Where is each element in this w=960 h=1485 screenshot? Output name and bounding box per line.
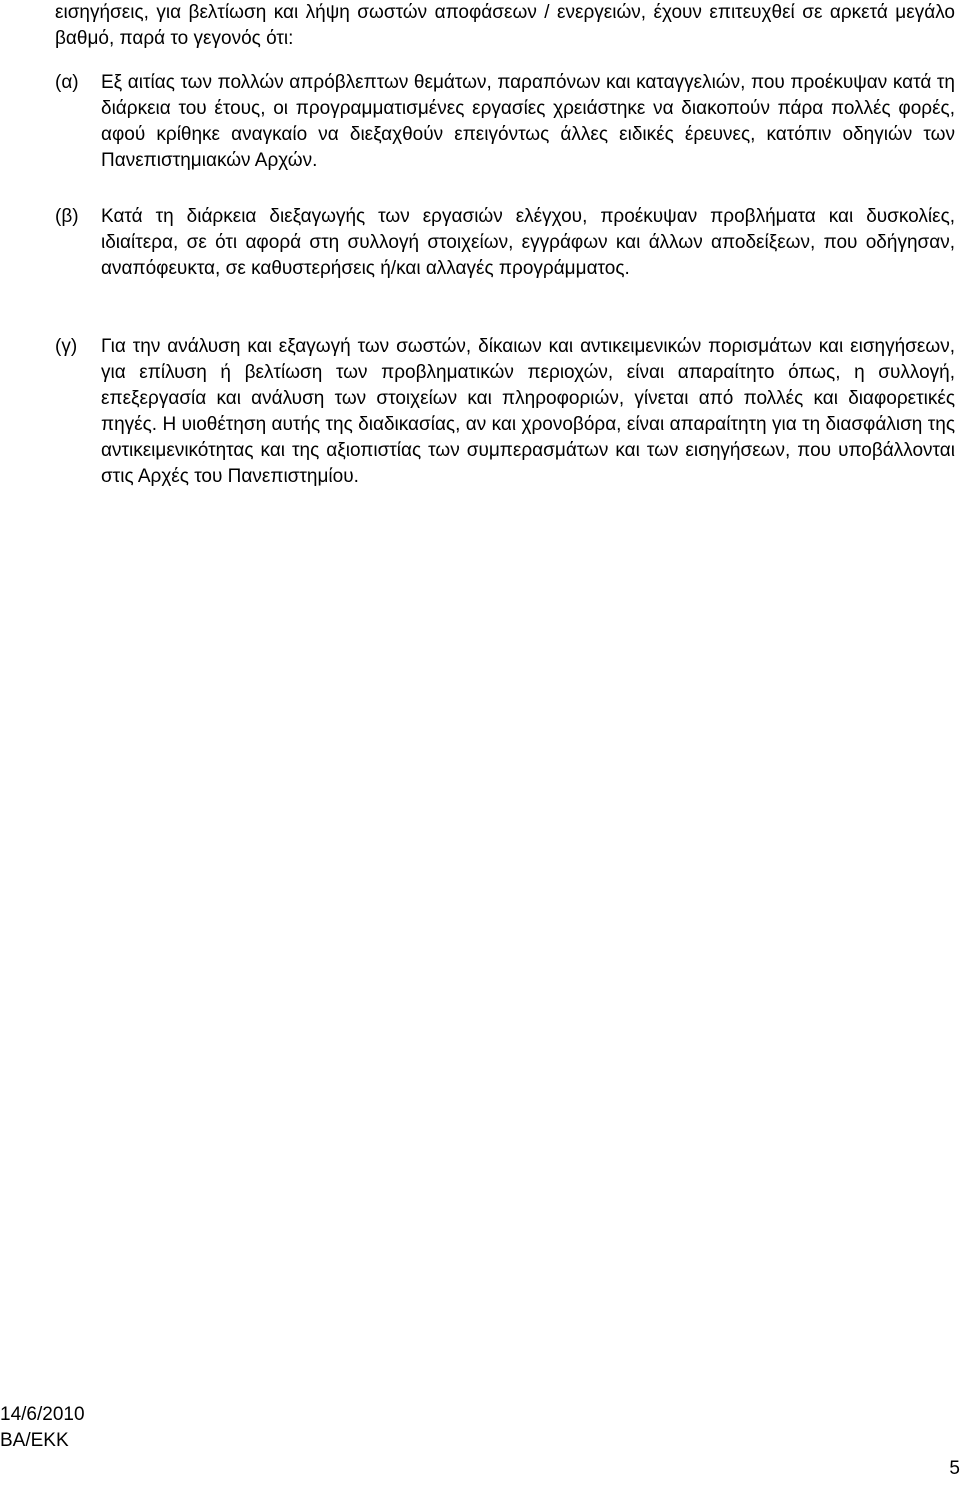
list-item-c — [55, 334, 955, 490]
list-marker: (α) — [55, 72, 79, 93]
list-item-text: Για την ανάλυση και εξαγωγή των σωστών, δίκαιων και αντικειμενικών πορισμάτων και εισηγήσεων, για επίλυση ή βελτίωση των προβληματικών περιοχών, είναι απαραίτητο όπως, η συλλογή, επεξεργασία και ανάλυση των στοιχείων και πληροφοριών, γίνεται από πολλές και διαφορετικές πηγές. Η υιοθέτηση αυτής της διαδικασίας, αν και χρονοβόρα, είναι απαραίτητη για τη διασφάλιση της αντικειμενικότητας και της αξιοπιστίας των συμπερασμάτων και των εισηγήσεων, που υποβάλλονται στις Αρχές του Πανεπιστημίου. — [101, 336, 955, 487]
footer-date: 14/6/2010 — [0, 1404, 85, 1425]
list-item-a — [55, 70, 955, 174]
list-item-text: Εξ αιτίας των πολλών απρόβλεπτων θεμάτων, παραπόνων και καταγγελιών, που προέκυψαν κατά τη διάρκεια του έτους, οι προγραμματισμένες εργασίες χρειάστηκε να διακοπούν πάρα πολλές φορές, αφού κρίθηκε αναγκαίο να διεξαχθούν επειγόντως άλλες ειδικές έρευνες, κατόπιν οδηγιών των Πανεπιστημιακών Αρχών. — [101, 72, 955, 171]
page-number: 5 — [949, 1458, 960, 1479]
list-item-text: Κατά τη διάρκεια διεξαγωγής των εργασιών ελέγχου, προέκυψαν προβλήματα και δυσκολίες, ιδιαίτερα, σε ότι αφορά στη συλλογή στοιχείων, εγγράφων και άλλων αποδείξεων, που οδήγησαν, αναπόφευκτα, σε καθυστερήσεις ή/και αλλαγές προγράμματος. — [101, 206, 955, 279]
footer — [0, 1402, 85, 1454]
list-marker: (γ) — [55, 336, 78, 357]
footer-code: ΒΑ/ΕΚΚ — [0, 1430, 69, 1451]
list-item-b — [55, 204, 955, 282]
intro-paragraph: εισηγήσεις, για βελτίωση και λήψη σωστών αποφάσεων / ενεργειών, έχουν επιτευχθεί σε αρκετά μεγάλο βαθμό, παρά το γεγονός ότι: — [55, 2, 955, 49]
list-marker: (β) — [55, 206, 79, 227]
